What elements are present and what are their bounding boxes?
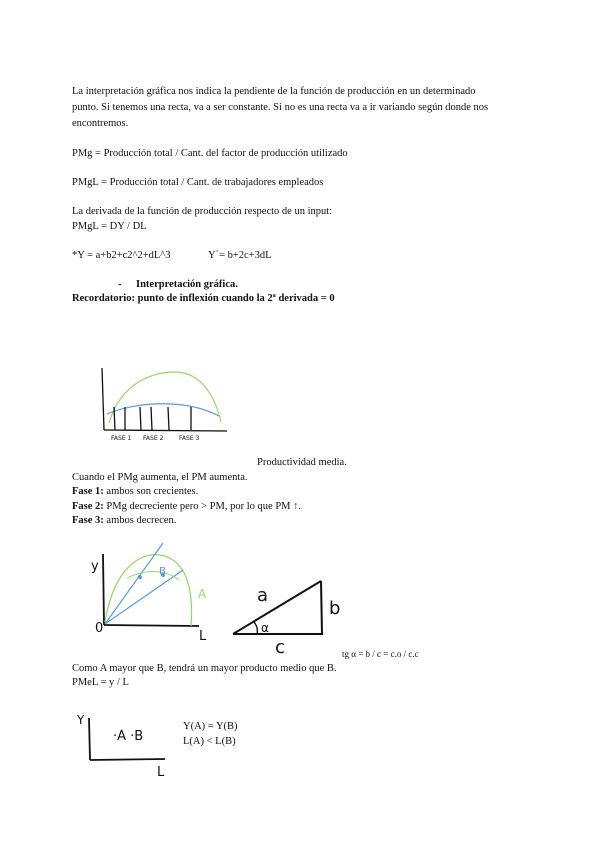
pmg-definition: PMg = Producción total / Cant. del factor de producción utilizado	[72, 148, 348, 159]
phase-2-desc: PMg decreciente pero > PM, por lo que PM ↑.	[103, 501, 302, 512]
fig3-y-label: Y	[77, 713, 85, 727]
axis-x	[104, 430, 227, 431]
fig2-point-a	[138, 575, 142, 579]
triangle-hypotenuse	[233, 581, 321, 634]
fig2-ray-a	[105, 543, 163, 624]
fig3-points: ·A ·B	[113, 729, 144, 744]
triangle-diagram	[225, 575, 355, 658]
total-product-curve	[109, 372, 221, 423]
equation-y: Y(A) = Y(B)	[183, 721, 238, 732]
phase-2-label: FASE 2	[143, 435, 164, 442]
intro-line-1: La interpretación gráfica nos indica la pendiente de la función de producción en un determinado	[72, 86, 476, 97]
equation-l: L(A) < L(B)	[183, 736, 236, 747]
triangle-angle-label: α	[261, 621, 269, 635]
fig3-axis-y	[89, 718, 90, 760]
phase-1-term: Fase 1:	[72, 486, 104, 497]
average-product-curve	[107, 404, 219, 416]
phase-1-desc: ambos son crecientes.	[103, 486, 199, 497]
figure1-caption: Productividad media.	[257, 457, 347, 468]
comparison-diagram	[75, 712, 175, 782]
fig3-x-label: L	[157, 765, 165, 780]
intro-paragraph	[72, 84, 532, 132]
phase-divider-5	[168, 407, 169, 430]
fig2-point-a-label: A	[198, 587, 207, 601]
phase-3-line	[72, 514, 176, 528]
triangle-angle-arc	[253, 621, 257, 634]
phases-diagram	[95, 360, 245, 450]
triangle-hyp-label: a	[257, 585, 269, 606]
intro-line-3: encontremos.	[72, 118, 129, 129]
phase-3-term: Fase 3:	[72, 515, 104, 526]
fig2-axis-y	[103, 554, 104, 625]
fig2-x-label: L	[199, 629, 207, 644]
derivative-intro: La derivada de la función de producción respecto de un input:	[72, 206, 333, 217]
example-derivative: Y´= b+2c+3dL	[208, 250, 272, 261]
phase-divider-4	[151, 407, 152, 430]
triangle-adj-label: c	[275, 637, 285, 658]
section-bullet: -	[118, 279, 122, 290]
example-function: *Y = a+b2+c2^2+dL^3	[72, 250, 171, 261]
phase-1-label: FASE 1	[111, 435, 132, 442]
intro-line-2: punto. Si tenemos una recta, va a ser constante. Si no es una recta va a ir variando según donde nos	[72, 102, 489, 113]
phases-intro: Cuando el PMg aumenta, el PM aumenta.	[72, 472, 248, 483]
average-product-diagram	[85, 540, 225, 645]
phase-2-line	[72, 500, 301, 514]
conclusion-text: Como A mayor que B, tendrá un mayor producto medio que B.	[72, 663, 337, 674]
section-title: Interpretación gráfica.	[136, 279, 238, 290]
fig2-ray-b	[105, 570, 183, 624]
pmgl-definition: PMgL = Producción total / Cant. de trabajadores empleados	[72, 177, 324, 188]
pmel-formula: PMeL = y / L	[72, 677, 129, 688]
triangle-opposite	[321, 581, 322, 634]
inflection-reminder: Recordatorio: punto de inflexión cuando la 2ª derivada = 0	[72, 293, 335, 304]
triangle-opp-label: b	[329, 598, 341, 619]
phase-3-desc: ambos decrecen.	[103, 515, 177, 526]
fig2-origin: 0	[95, 621, 104, 636]
phase-2-term: Fase 2:	[72, 501, 104, 512]
phase-1-line	[72, 485, 198, 499]
axis-y	[102, 368, 104, 430]
tangent-formula: tg α = b / c = c.o / c.c	[342, 649, 419, 659]
phase-3-label: FASE 3	[179, 435, 200, 442]
fig2-axis-x	[104, 625, 199, 626]
phase-divider-3	[140, 407, 141, 430]
fig3-axis-x	[90, 759, 165, 760]
fig2-point-b-label: B	[159, 566, 166, 577]
fig2-y-label: y	[91, 559, 99, 574]
derivative-formula: PMgL = DY / DL	[72, 221, 147, 232]
